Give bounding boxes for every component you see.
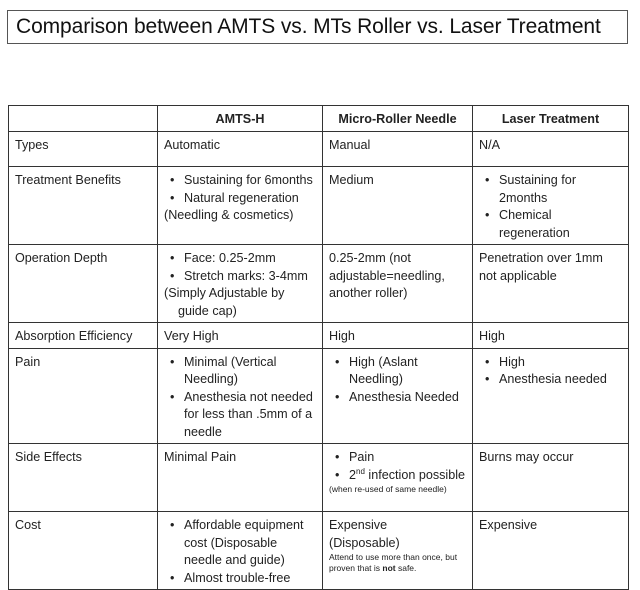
header-row	[9, 106, 629, 132]
cell-footnote: Attend to use more than once, but proven that is not safe.	[329, 552, 458, 573]
header-amts: AMTS-H	[158, 106, 323, 132]
bullet-item: • Pain	[349, 449, 466, 467]
cell-roller: High	[323, 323, 473, 349]
cell-amts: Very High	[158, 323, 323, 349]
bullet-item: • Chemical regeneration	[499, 207, 622, 242]
title-box	[7, 10, 628, 44]
bullet-list	[329, 354, 466, 407]
bullet-item: • 2nd infection possible	[349, 467, 466, 485]
bullet-list	[164, 354, 316, 442]
cell-laser: High	[473, 323, 629, 349]
bullet-item: • Anesthesia Needed	[349, 389, 466, 407]
bullet-item: • Affordable equipment cost (Disposable needle and guide)	[184, 517, 316, 570]
cell-note: (Needling & cosmetics)	[164, 208, 294, 222]
table-row-side-effects	[9, 444, 629, 512]
bullet-list	[164, 172, 316, 207]
bullet-list	[479, 354, 622, 389]
cell-amts: Minimal Pain	[158, 444, 323, 512]
row-label: Pain	[9, 348, 158, 444]
cell-note: guide cap)	[178, 303, 237, 318]
cell-amts	[158, 167, 323, 245]
row-label: Operation Depth	[9, 245, 158, 323]
bullet-item: • Almost trouble-free	[184, 570, 316, 588]
bullet-item: • High	[499, 354, 622, 372]
bullet-list	[164, 517, 316, 587]
bullet-item: • Minimal (Vertical Needling)	[184, 354, 316, 389]
cell-laser	[473, 348, 629, 444]
cell-laser: Penetration over 1mm not applicable	[473, 245, 629, 323]
bullet-item: • Face: 0.25-2mm	[184, 250, 316, 268]
row-label: Side Effects	[9, 444, 158, 512]
bullet-item: • Anesthesia needed	[499, 371, 622, 389]
cell-roller	[323, 348, 473, 444]
cell-amts	[158, 245, 323, 323]
header-laser: Laser Treatment	[473, 106, 629, 132]
bullet-item: • Sustaining for 6months	[184, 172, 316, 190]
page-title: Comparison between AMTS vs. MTs Roller vs. Laser Treatment	[16, 15, 601, 38]
row-label: Treatment Benefits	[9, 167, 158, 245]
bullet-list	[479, 172, 622, 242]
cell-note: (Simply Adjustable by	[164, 286, 285, 300]
table-row-operation-depth	[9, 245, 629, 323]
table-row-treatment-benefits	[9, 167, 629, 245]
cell-laser	[473, 167, 629, 245]
header-roller: Micro-Roller Needle	[323, 106, 473, 132]
row-label: Cost	[9, 512, 158, 590]
bullet-list	[164, 250, 316, 285]
table-row-absorption-efficiency	[9, 323, 629, 349]
cell-text: Expensive (Disposable)	[329, 518, 400, 550]
bullet-item: • Sustaining for 2months	[499, 172, 622, 207]
cell-roller: 0.25-2mm (not adjustable=needling, another roller)	[323, 245, 473, 323]
bullet-list	[329, 449, 466, 484]
cell-roller	[323, 512, 473, 590]
cell-roller: Manual	[323, 132, 473, 167]
cell-laser: Burns may occur	[473, 444, 629, 512]
table-row-cost	[9, 512, 629, 590]
cell-laser: Expensive	[473, 512, 629, 590]
bullet-item: • Natural regeneration	[184, 190, 316, 208]
header-empty	[9, 106, 158, 132]
cell-laser: N/A	[473, 132, 629, 167]
cell-footnote: (when re-used of same needle)	[329, 484, 447, 494]
row-label: Types	[9, 132, 158, 167]
row-label: Absorption Efficiency	[9, 323, 158, 349]
cell-amts	[158, 512, 323, 590]
table-row-pain	[9, 348, 629, 444]
cell-amts: Automatic	[158, 132, 323, 167]
cell-roller: Medium	[323, 167, 473, 245]
bullet-item: • High (Aslant Needling)	[349, 354, 466, 389]
comparison-table	[8, 105, 629, 590]
cell-roller	[323, 444, 473, 512]
cell-amts	[158, 348, 323, 444]
bullet-item: • Anesthesia not needed for less than .5mm of a needle	[184, 389, 316, 442]
bullet-item: • Stretch marks: 3-4mm	[184, 268, 316, 286]
table-row-types	[9, 132, 629, 167]
